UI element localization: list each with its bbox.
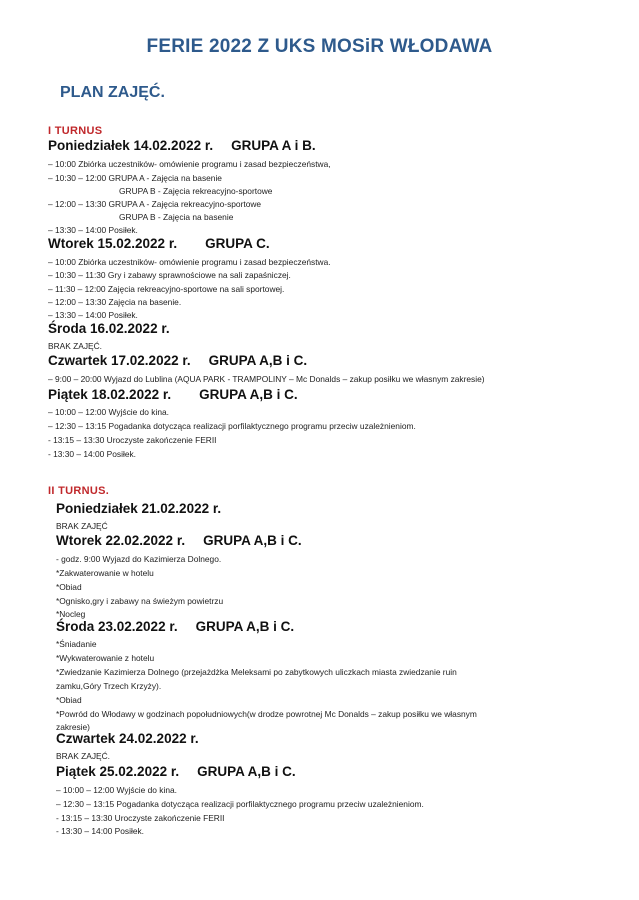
schedule-item: – 11:30 – 12:00 Zajęcia rekreacyjno-sportowe na sali sportowej. xyxy=(48,284,285,294)
day-group: GRUPA A,B i C. xyxy=(208,353,308,368)
day-heading xyxy=(56,501,221,516)
day-heading xyxy=(56,533,302,548)
turnus-1-heading: I TURNUS xyxy=(48,125,103,137)
day-heading xyxy=(56,731,199,746)
day-group: GRUPA A i B. xyxy=(231,138,316,153)
day-heading xyxy=(56,619,294,634)
schedule-item: – 10:30 – 12:00 GRUPA A - Zajęcia na basenie xyxy=(48,173,222,183)
schedule-item: – 10:00 Zbiórka uczestników- omówienie programu i zasad bezpieczeństwa, xyxy=(48,159,331,169)
day-group: GRUPA A,B i C. xyxy=(195,619,295,634)
schedule-item: *Obiad xyxy=(56,582,82,592)
schedule-item: – 13:30 – 14:00 Posiłek. xyxy=(48,310,138,320)
day-date: Piątek 18.02.2022 r. xyxy=(48,387,172,402)
day-heading xyxy=(48,353,307,368)
day-date: Piątek 25.02.2022 r. xyxy=(56,764,180,779)
schedule-item: – 10:00 Zbiórka uczestników- omówienie programu i zasad bezpieczeństwa. xyxy=(48,257,331,267)
day-heading xyxy=(48,138,316,153)
day-date: Poniedziałek 14.02.2022 r. xyxy=(48,138,214,153)
schedule-item: – 9:00 – 20:00 Wyjazd do Lublina (AQUA PARK - TRAMPOLINY – Mc Donalds – zakup posiłku we własnym zakresie) xyxy=(48,374,485,384)
day-heading xyxy=(48,387,298,402)
schedule-item: *Wykwaterowanie z hotelu xyxy=(56,653,155,663)
schedule-item: *Obiad xyxy=(56,695,82,705)
schedule-item: - godz. 9:00 Wyjazd do Kazimierza Dolnego. xyxy=(56,554,222,564)
schedule-item: – 12:30 – 13:15 Pogadanka dotycząca realizacji porfilaktycznego programu przeciw uzależnieniom. xyxy=(56,799,424,809)
schedule-item: BRAK ZAJĘĆ xyxy=(56,521,108,531)
schedule-item: *Powród do Włodawy w godzinach popołudniowych(w drodze powrotnej Mc Donalds – zakup posiłku we własnym xyxy=(56,709,477,719)
day-date: Wtorek 22.02.2022 r. xyxy=(56,533,186,548)
schedule-item: – 10:00 – 12:00 Wyjście do kina. xyxy=(48,407,169,417)
day-date: Wtorek 15.02.2022 r. xyxy=(48,236,178,251)
schedule-item: – 10:00 – 12:00 Wyjście do kina. xyxy=(56,785,177,795)
day-group: GRUPA C. xyxy=(205,236,270,251)
schedule-item: BRAK ZAJĘĆ. xyxy=(56,751,110,761)
schedule-item: zakresie) xyxy=(56,722,90,732)
schedule-item: – 12:00 – 13:30 GRUPA A - Zajęcia rekreacyjno-sportowe xyxy=(48,199,262,209)
schedule-item: – 12:00 – 13:30 Zajęcia na basenie. xyxy=(48,297,182,307)
day-group: GRUPA A,B i C. xyxy=(203,533,302,548)
schedule-item: - 13:15 – 13:30 Uroczyste zakończenie FERII xyxy=(56,813,225,823)
schedule-item: *Nocleg xyxy=(56,609,86,619)
schedule-item: - 13:15 – 13:30 Uroczyste zakończenie FERII xyxy=(48,435,217,445)
day-date: Środa 16.02.2022 r. xyxy=(48,321,170,336)
schedule-item: *Zakwaterowanie w hotelu xyxy=(56,568,154,578)
day-heading xyxy=(48,236,270,251)
schedule-item: – 12:30 – 13:15 Pogadanka dotycząca realizacji porfilaktycznego programu przeciw uzależnieniom. xyxy=(48,421,416,431)
schedule-item: – 10:30 – 11:30 Gry i zabawy sprawnościowe na sali zapaśniczej. xyxy=(48,270,291,280)
day-group: GRUPA A,B i C. xyxy=(197,764,296,779)
schedule-item: GRUPA B - Zajęcia na basenie xyxy=(119,212,234,222)
day-heading xyxy=(48,321,170,336)
day-date: Poniedziałek 21.02.2022 r. xyxy=(56,501,222,516)
day-group: GRUPA A,B i C. xyxy=(199,387,298,402)
schedule-item: zamku,Góry Trzech Krzyży). xyxy=(56,681,162,691)
schedule-item: - 13:30 – 14:00 Posiłek. xyxy=(48,449,136,459)
day-heading xyxy=(56,764,296,779)
schedule-item: – 13:30 – 14:00 Posiłek. xyxy=(48,225,138,235)
schedule-item: - 13:30 – 14:00 Posiłek. xyxy=(56,826,144,836)
day-date: Czwartek 24.02.2022 r. xyxy=(56,731,199,746)
turnus-2-heading: II TURNUS. xyxy=(48,485,110,497)
schedule-item: *Ognisko,gry i zabawy na świeżym powietrzu xyxy=(56,596,224,606)
day-date: Środa 23.02.2022 r. xyxy=(56,619,178,634)
schedule-item: GRUPA B - Zajęcia rekreacyjno-sportowe xyxy=(119,186,273,196)
document-title: FERIE 2022 Z UKS MOSiR WŁODAWA xyxy=(146,36,493,57)
schedule-item: *Zwiedzanie Kazimierza Dolnego (przejażdżka Meleksami po zabytkowych uliczkach miasta zwiedzanie ruin xyxy=(56,667,457,677)
document-subtitle: PLAN ZAJĘĆ. xyxy=(60,84,165,101)
day-date: Czwartek 17.02.2022 r. xyxy=(48,353,191,368)
schedule-item: BRAK ZAJĘĆ. xyxy=(48,341,102,351)
schedule-item: *Śniadanie xyxy=(56,639,97,649)
